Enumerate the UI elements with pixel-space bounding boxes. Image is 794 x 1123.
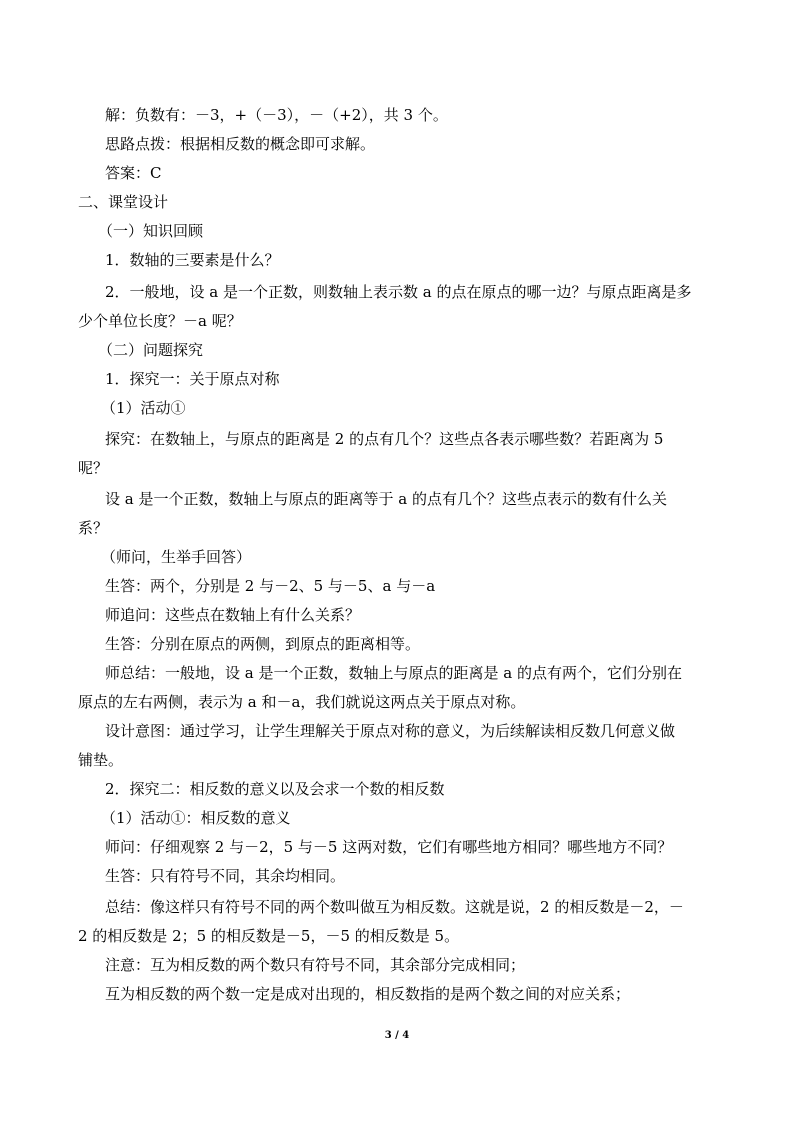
subsection-heading: （一）知识回顾: [98, 222, 204, 240]
text-line: 师总结：一般地，设 a 是一个正数，数轴上与原点的距离是 a 的点有两个，它们分别在: [105, 664, 682, 682]
text-line-solution: 解：负数有：－3，+（－3），－（+2），共 3 个。: [105, 106, 448, 124]
text-line: （1）活动①: [101, 399, 186, 417]
text-line: 系？: [78, 519, 109, 537]
text-line: （1）活动①：相反数的意义: [101, 809, 291, 827]
text-line: 生答：只有符号不同，其余均相同。: [105, 867, 346, 885]
text-line: 设计意图：通过学习，让学生理解关于原点对称的意义，为后续解读相反数几何意义做: [105, 722, 676, 740]
text-line: 探究：在数轴上，与原点的距离是 2 的点有几个？这些点各表示哪些数？若距离为 5: [105, 430, 664, 448]
text-line: （师问，生举手回答）: [101, 548, 252, 566]
text-line: 师追问：这些点在数轴上有什么关系？: [105, 606, 361, 624]
text-line: 互为相反数的两个数一定是成对出现的，相反数指的是两个数之间的对应关系；: [105, 985, 631, 1003]
text-line: 2．一般地，设 a 是一个正数，则数轴上表示数 a 的点在原点的哪一边？与原点距离是多: [105, 283, 692, 301]
text-line: 少个单位长度？－a 呢？: [78, 312, 242, 330]
text-line: 原点的左右两侧，表示为 a 和－a，我们就说这两点关于原点对称。: [78, 693, 526, 711]
text-line: 2．探究二：相反数的意义以及会求一个数的相反数: [105, 780, 445, 798]
text-line: 铺垫。: [78, 751, 124, 769]
text-line: 师问：仔细观察 2 与－2，5 与－5 这两对数，它们有哪些地方相同？哪些地方不同？: [105, 838, 673, 856]
text-line: 1．数轴的三要素是什么？: [105, 251, 280, 269]
subsection-heading: （二）问题探究: [98, 341, 204, 359]
section-heading: 二、课堂设计: [78, 193, 169, 211]
text-line: 注意：互为相反数的两个数只有符号不同，其余部分完成相同；: [105, 956, 526, 974]
text-line-hint: 思路点拨：根据相反数的概念即可求解。: [105, 135, 376, 153]
text-line: 2 的相反数是 2；5 的相反数是－5，－5 的相反数是 5。: [78, 927, 460, 945]
text-line: 设 a 是一个正数，数轴上与原点的距离等于 a 的点有几个？这些点表示的数有什么关: [105, 490, 667, 508]
text-line: 生答：两个，分别是 2 与－2、5 与－5、a 与－a: [105, 577, 436, 595]
page-number: 3 / 4: [384, 1030, 410, 1041]
text-line: 呢？: [78, 459, 109, 477]
text-line: 生答：分别在原点的两侧，到原点的距离相等。: [105, 635, 421, 653]
text-line: 总结：像这样只有符号不同的两个数叫做互为相反数。这就是说，2 的相反数是－2，－: [105, 898, 684, 916]
text-line-answer: 答案：C: [105, 164, 162, 182]
text-line: 1．探究一：关于原点对称: [105, 370, 280, 388]
